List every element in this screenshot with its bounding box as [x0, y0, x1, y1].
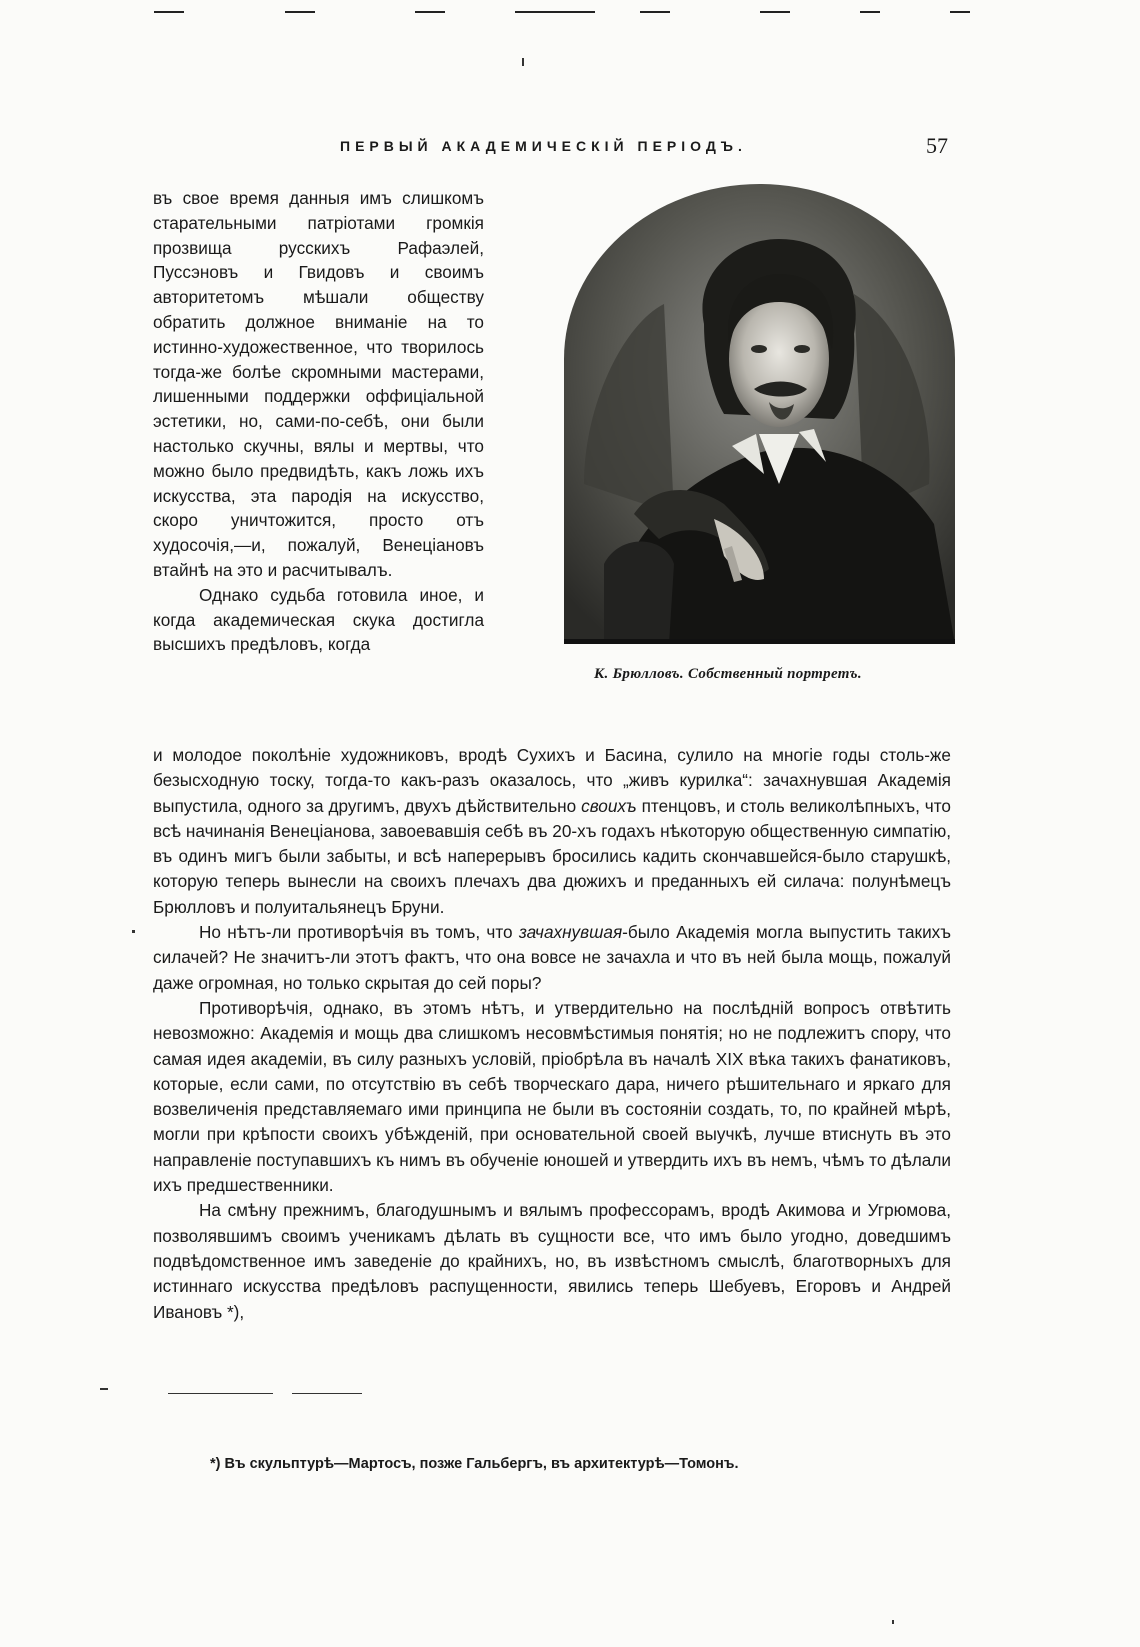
top-rule	[950, 11, 970, 13]
top-rule	[515, 11, 595, 13]
text-run: птенцовъ, и столь великолѣпныхъ, что всѣ начинанія Венеціанова, завоевавшія себѣ въ 20-хъ годахъ нѣкоторую общественную симпатію, въ одинъ мигъ были забыты, и всѣ наперерывъ бросились кадить скончавшейся-было старушкѣ, которую теперь вынесли на своихъ плечахъ два дюжихъ и преданныхъ ей силача: полунѣмецъ Брюлловъ и полуитальянецъ Бруни.	[153, 795, 951, 917]
top-rule	[640, 11, 670, 13]
left-column	[153, 186, 484, 657]
figure-caption: К. Брюлловъ. Собственный портретъ.	[594, 666, 862, 682]
column-paragraph-2: Однако судьба готовила иное, и когда академическая скука достигла высшихъ предѣловъ, когда	[153, 584, 484, 655]
top-rule	[415, 11, 445, 13]
top-rule	[154, 11, 184, 13]
body-paragraph-3: Противорѣчія, однако, въ этомъ нѣтъ, и утвердительно на послѣдній вопросъ отвѣтить невозможно: Академія и мощь два слишкомъ несовмѣстимыя понятія; но не подлежитъ спору, что самая идея академіи, въ силу разныхъ условій, пріобрѣла въ началѣ XIX вѣка такихъ фанатиковъ, которые, если сами, по отсутствію въ себѣ творческаго дара, ничего рѣшительнаго и яркаго для возвеличенія представляемаго ими принципа не были въ состояніи создать, то, по крайней мѣрѣ, могли при крѣпости своихъ убѣжденій, при основательной своей выучкѣ, лучше втиснуть въ это направленіе поступавшихъ къ нимъ въ обученіе юношей и утвердить ихъ въ немъ, чѣмъ то дѣлали ихъ предшественники.	[153, 997, 951, 1196]
body-paragraph-2	[153, 920, 951, 996]
scan-speck	[892, 1620, 894, 1624]
scan-speck	[522, 58, 524, 66]
footnote-rule	[168, 1393, 273, 1394]
footnote-rule	[292, 1393, 362, 1394]
text-run: и молодое поколѣніе художниковъ, вродѣ Сухихъ и Басина, сулило на многіе годы столь-же безысходную тоску, тогда-то какъ-разъ оказалось, что „живъ курилка“: зачахнувшая Академія выпустила, одного за другимъ, двухъ дѣйствительно	[153, 745, 951, 816]
top-rule	[285, 11, 315, 13]
page-number: 57	[926, 133, 948, 158]
emphasis: своихъ	[581, 795, 637, 816]
footnote: *) Въ скульптурѣ—Мартосъ, позже Гальбергъ, въ архитектурѣ—Томонъ.	[210, 1456, 739, 1472]
body-text	[153, 743, 951, 1325]
column-paragraph-1: въ свое время данныя имъ слишкомъ старательными патріотами громкія прозвища русскихъ Рафаэлей, Пуссэновъ и Гвидовъ и своимъ авторитетомъ мѣшали обществу обратить должное вниманіе на то истинно-художественное, что творилось тогда-же болѣе скромными мастерами, лишенными поддержки оффиціальной эстетики, но, сами-по-себѣ, они были настолько скучны, вялы и мертвы, что можно было предвидѣть, какъ ложь ихъ искусства, эта пародія на искусство, скоро уничтожится, просто отъ худосочія,—и, пожалуй, Венеціановъ втайнѣ на это и расчитывалъ.	[153, 188, 484, 580]
body-paragraph-4: На смѣну прежнимъ, благодушнымъ и вялымъ профессорамъ, вродѣ Акимова и Угрюмова, позволявшимъ своимъ ученикамъ дѣлать въ сущности все, что имъ было угодно, доведшимъ подвѣдомственное имъ заведеніе до крайнихъ, но, въ извѣстномъ смыслѣ, благотворныхъ для истиннаго искусства предѣловъ распущенности, явились теперь Шебуевъ, Егоровъ и Андрей Ивановъ *),	[153, 1200, 951, 1322]
body-paragraph-1	[153, 743, 951, 920]
emphasis: зачахнувшая	[518, 922, 623, 943]
top-rule	[860, 11, 880, 13]
margin-speck	[132, 930, 135, 933]
running-title: ПЕРВЫЙ АКАДЕМИЧЕСКІЙ ПЕРІОДЪ.	[340, 138, 747, 154]
text-run: Но нѣтъ-ли противорѣчія въ томъ, что	[199, 922, 513, 943]
margin-speck	[100, 1388, 108, 1390]
top-rule	[760, 11, 790, 13]
text-run: -было Академія могла выпустить такихъ силачей? Не значитъ-ли этотъ фактъ, что она вовсе не зачахла и что въ ней была мощь, пожалуй даже огромная, но только скрытая до сей поры?	[153, 922, 952, 993]
portrait-image	[564, 184, 955, 644]
